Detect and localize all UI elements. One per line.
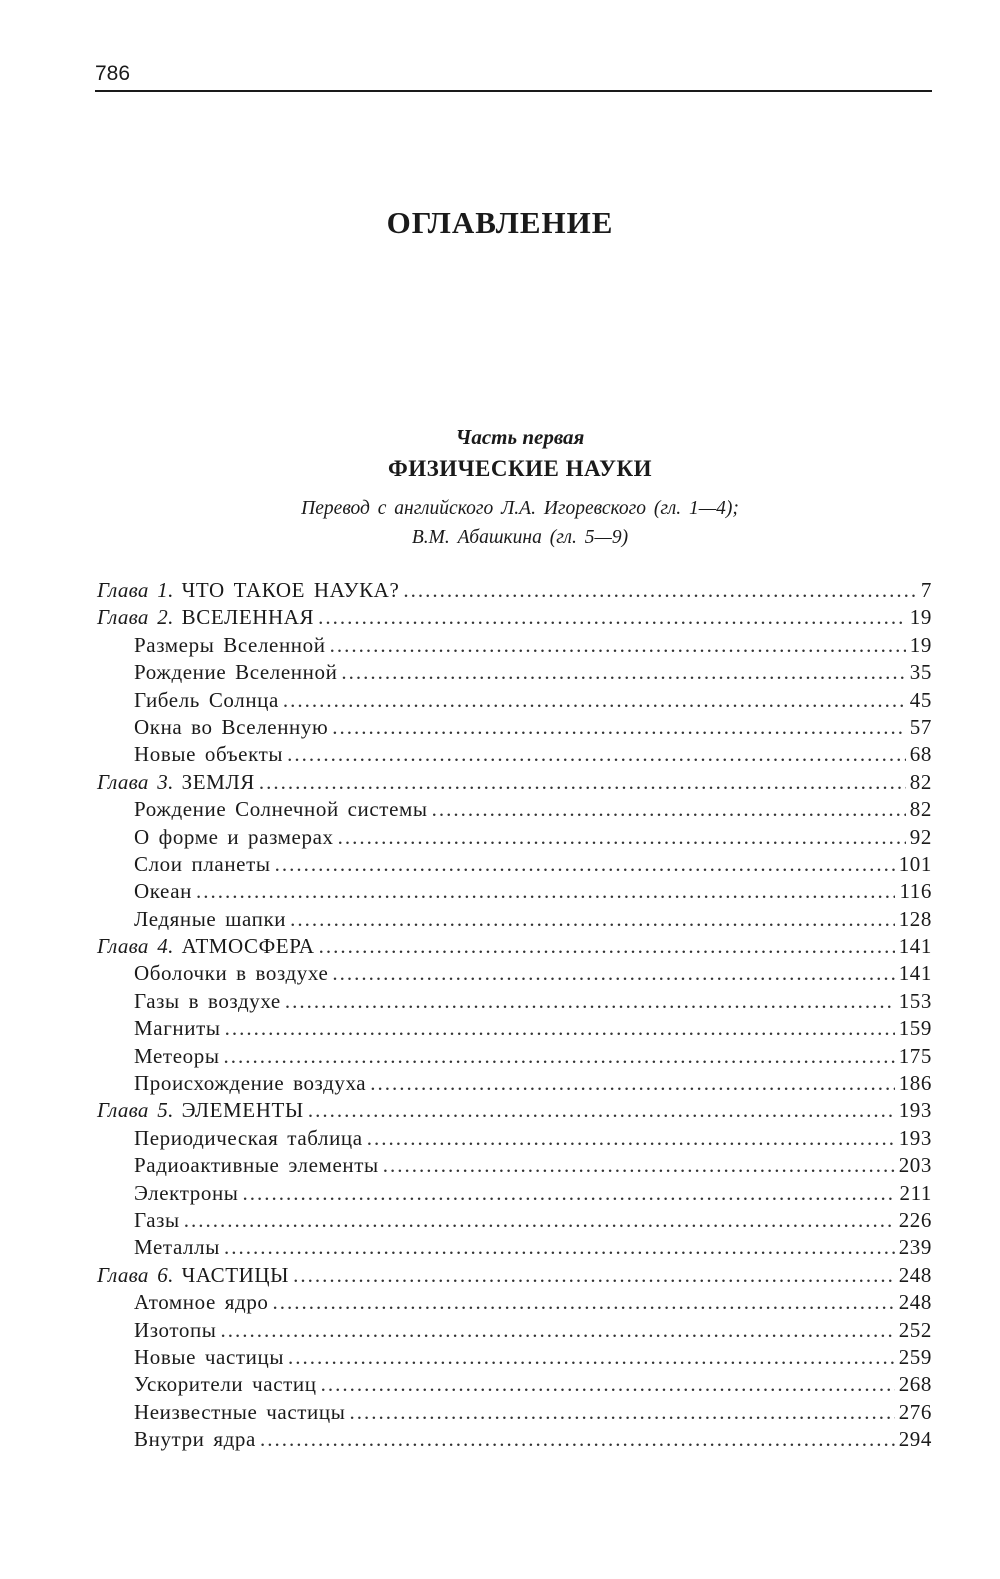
dot-leader xyxy=(432,796,906,823)
dot-leader xyxy=(332,960,894,987)
translation-credits xyxy=(0,494,1000,552)
section-title: Изотопы xyxy=(134,1317,217,1342)
section-title: Периодическая таблица xyxy=(134,1125,363,1150)
dot-leader xyxy=(196,878,895,905)
toc-chapter-row[interactable] xyxy=(97,933,932,960)
header-rule xyxy=(95,90,932,92)
page-reference: 193 xyxy=(898,1125,932,1150)
dot-leader xyxy=(293,1262,895,1289)
chapter-title: ЗЕМЛЯ xyxy=(181,769,255,794)
section-title: Слои планеты xyxy=(134,851,271,876)
toc-section-row[interactable] xyxy=(97,1180,932,1207)
toc-chapter-row[interactable] xyxy=(97,769,932,796)
section-title: Газы xyxy=(134,1207,180,1232)
dot-leader xyxy=(275,851,895,878)
chapter-label: Глава 2. xyxy=(97,605,174,630)
table-of-contents xyxy=(97,577,932,1454)
section-title: Окна во Вселенную xyxy=(134,714,329,739)
chapter-label: Глава 5. xyxy=(97,1098,174,1123)
toc-section-row[interactable] xyxy=(97,1371,932,1398)
section-title: Новые частицы xyxy=(134,1344,285,1369)
section-title: Оболочки в воздухе xyxy=(134,961,329,986)
page-reference: 239 xyxy=(898,1235,932,1260)
page-reference: 45 xyxy=(909,687,932,712)
toc-chapter-row[interactable] xyxy=(97,1097,932,1124)
chapter-label: Глава 1. xyxy=(97,578,174,602)
dot-leader xyxy=(224,1234,895,1261)
section-title: Атомное ядро xyxy=(134,1290,269,1315)
page-reference: 153 xyxy=(898,988,932,1013)
toc-section-row[interactable] xyxy=(97,851,932,878)
page-reference: 276 xyxy=(898,1399,932,1424)
toc-section-row[interactable] xyxy=(97,796,932,823)
chapter-title: ЧТО ТАКОЕ НАУКА? xyxy=(181,578,400,602)
page-reference: 116 xyxy=(899,879,932,904)
section-title: Новые объекты xyxy=(134,742,284,767)
page-reference: 226 xyxy=(898,1207,932,1232)
section-title: Гибель Солнца xyxy=(134,687,279,712)
dot-leader xyxy=(367,1125,895,1152)
toc-section-row[interactable] xyxy=(97,1070,932,1097)
toc-section-row[interactable] xyxy=(97,632,932,659)
dot-leader xyxy=(283,687,906,714)
toc-section-row[interactable] xyxy=(97,1317,932,1344)
chapter-label: Глава 3. xyxy=(97,769,174,794)
chapter-title: ЧАСТИЦЫ xyxy=(181,1262,290,1287)
toc-section-row[interactable] xyxy=(97,824,932,851)
section-title: Происхождение воздуха xyxy=(134,1071,367,1096)
dot-leader xyxy=(288,1344,895,1371)
dot-leader xyxy=(225,1015,895,1042)
toc-chapter-row[interactable] xyxy=(97,604,932,631)
chapter-title: ЭЛЕМЕНТЫ xyxy=(181,1098,304,1123)
section-title: Метеоры xyxy=(134,1043,220,1068)
toc-section-row[interactable] xyxy=(97,1289,932,1316)
page-reference: 101 xyxy=(898,851,932,876)
translation-line-2: В.М. Абашкина (гл. 5—9) xyxy=(411,527,629,548)
toc-section-row[interactable] xyxy=(97,906,932,933)
section-title: Рождение Вселенной xyxy=(134,660,338,685)
toc-section-row[interactable] xyxy=(97,1426,932,1453)
section-title: О форме и размерах xyxy=(134,824,334,849)
dot-leader xyxy=(383,1152,895,1179)
page-reference: 268 xyxy=(898,1372,932,1397)
page-reference: 203 xyxy=(898,1153,932,1178)
page-reference: 211 xyxy=(899,1180,932,1205)
page-reference: 57 xyxy=(909,714,932,739)
toc-chapter-row[interactable] xyxy=(97,1262,932,1289)
page-reference: 141 xyxy=(898,934,932,959)
section-title: Металлы xyxy=(134,1235,220,1260)
toc-section-row[interactable] xyxy=(97,1152,932,1179)
page-reference: 82 xyxy=(909,769,932,794)
toc-section-row[interactable] xyxy=(97,878,932,905)
section-title: Океан xyxy=(134,879,192,904)
dot-leader xyxy=(308,1097,895,1124)
section-title: Электроны xyxy=(134,1180,239,1205)
chapter-label: Глава 4. xyxy=(97,934,174,959)
dot-leader xyxy=(273,1289,895,1316)
page-reference: 259 xyxy=(898,1344,932,1369)
page-reference: 19 xyxy=(909,632,932,657)
part-label: Часть первая xyxy=(455,425,585,449)
dot-leader xyxy=(349,1399,894,1426)
page-reference: 248 xyxy=(898,1262,932,1287)
page-reference: 252 xyxy=(898,1317,932,1342)
page-reference: 248 xyxy=(898,1290,932,1315)
dot-leader xyxy=(341,659,905,686)
page-reference: 35 xyxy=(909,660,932,685)
page-reference: 141 xyxy=(898,961,932,986)
toc-section-row[interactable] xyxy=(97,1344,932,1371)
toc-section-row[interactable] xyxy=(97,1207,932,1234)
dot-leader xyxy=(318,604,906,631)
section-title: Ускорители частиц xyxy=(134,1372,317,1397)
chapter-title: АТМОСФЕРА xyxy=(181,934,315,959)
page-reference: 193 xyxy=(898,1098,932,1123)
section-title: Ледяные шапки xyxy=(134,906,287,931)
toc-section-row[interactable] xyxy=(97,1043,932,1070)
part-title: ФИЗИЧЕСКИЕ НАУКИ xyxy=(387,456,653,481)
page-reference: 186 xyxy=(898,1071,932,1096)
dot-leader xyxy=(285,988,895,1015)
page-reference: 68 xyxy=(909,742,932,767)
dot-leader xyxy=(290,906,895,933)
page-reference: 92 xyxy=(909,824,932,849)
page-title: ОГЛАВЛЕНИЕ xyxy=(386,205,614,240)
section-title: Размеры Вселенной xyxy=(134,632,326,657)
chapter-label: Глава 6. xyxy=(97,1262,174,1287)
dot-leader xyxy=(321,1371,895,1398)
toc-section-row[interactable] xyxy=(97,1125,932,1152)
dot-leader xyxy=(259,769,906,796)
section-title: Неизвестные частицы xyxy=(134,1399,346,1424)
page-reference: 175 xyxy=(898,1043,932,1068)
page-reference: 128 xyxy=(898,906,932,931)
page-reference: 294 xyxy=(898,1427,932,1452)
toc-chapter-row[interactable] xyxy=(97,577,932,604)
dot-leader xyxy=(330,632,906,659)
toc-section-row[interactable] xyxy=(97,741,932,768)
toc-section-row[interactable] xyxy=(97,687,932,714)
page-number: 786 xyxy=(95,62,131,85)
toc-section-row[interactable] xyxy=(97,659,932,686)
chapter-title: ВСЕЛЕННАЯ xyxy=(181,605,315,630)
dot-leader xyxy=(287,741,906,768)
dot-leader xyxy=(332,714,906,741)
translation-line-1: Перевод с английского Л.А. Игоревского (гл. 1—4); xyxy=(301,498,739,519)
toc-section-row[interactable] xyxy=(97,988,932,1015)
section-title: Газы в воздухе xyxy=(134,988,281,1013)
dot-leader xyxy=(243,1180,896,1207)
section-title: Радиоактивные элементы xyxy=(134,1153,379,1178)
dot-leader xyxy=(260,1426,895,1453)
dot-leader xyxy=(338,824,906,851)
dot-leader xyxy=(319,933,895,960)
page-reference: 159 xyxy=(898,1016,932,1041)
dot-leader xyxy=(370,1070,894,1097)
toc-section-row[interactable] xyxy=(97,1015,932,1042)
dot-leader xyxy=(184,1207,895,1234)
page-reference: 7 xyxy=(920,578,932,602)
page-reference: 19 xyxy=(909,605,932,630)
section-title: Магниты xyxy=(134,1016,221,1041)
dot-leader xyxy=(224,1043,895,1070)
section-title: Рождение Солнечной системы xyxy=(134,797,428,822)
dot-leader xyxy=(221,1317,895,1344)
toc-section-row[interactable] xyxy=(97,960,932,987)
toc-section-row[interactable] xyxy=(97,714,932,741)
toc-section-row[interactable] xyxy=(97,1399,932,1426)
page-reference: 82 xyxy=(909,797,932,822)
toc-section-row[interactable] xyxy=(97,1234,932,1261)
section-title: Внутри ядра xyxy=(134,1427,256,1452)
dot-leader xyxy=(403,577,917,604)
